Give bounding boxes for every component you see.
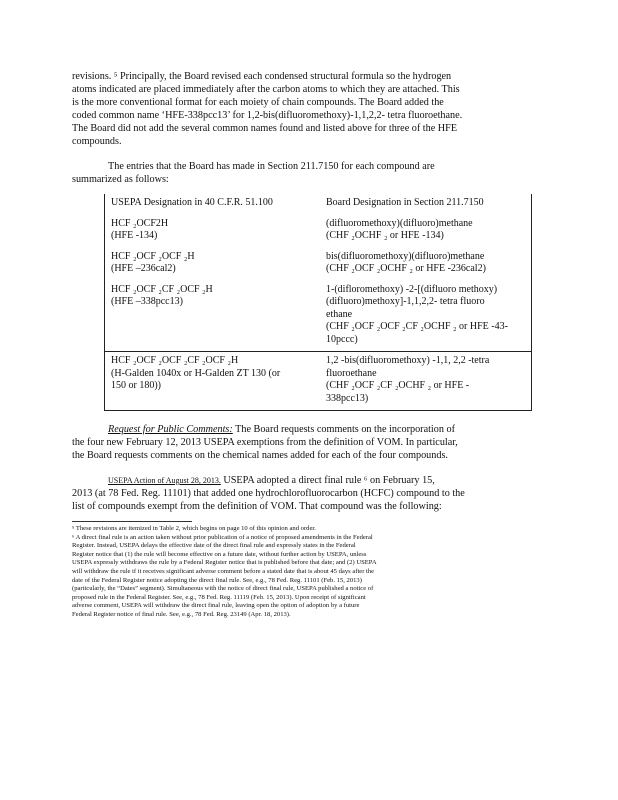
cell-line: 150 or 180))	[111, 380, 161, 391]
cell-line: 338pcc13)	[326, 392, 369, 404]
cell-line: HCF ₂OCF ₂OCF ₂CF ₂OCF ₂H	[111, 355, 239, 366]
paragraph-request-comments	[72, 423, 527, 462]
table-header-col1: USEPA Designation in 40 C.F.R. 51.100	[111, 197, 273, 208]
cell-line: HCF ₂OCF ₂OCF ₂H	[111, 250, 195, 262]
text-line: USEPA adopted a direct final rule ⁶ on February 15,	[220, 475, 435, 486]
cell-line: 1,2 -bis(difluoromethoxy) -1,1, 2,2 -tetra	[326, 355, 490, 366]
cell-line: (HFE -134)	[111, 230, 158, 241]
text-line: atoms indicated are placed immediately after the carbon atoms to which they are attached. This	[72, 84, 460, 95]
paragraph-revisions	[72, 70, 527, 148]
cell-line: (HFE –338pcc13)	[111, 296, 183, 307]
text-line: coded common name ‘HFE-338pcc13’ for 1,2-bis(difluoromethoxy)-1,1,2,2- tetra fluoroethane.	[72, 110, 463, 121]
text-line: The Board requests comments on the incorporation of	[232, 424, 455, 435]
cell-line: (CHF ₂OCF ₂OCF ₂CF ₂OCHF ₂ or HFE -43-	[326, 321, 508, 332]
action-heading: USEPA Action of August 28, 2013.	[108, 476, 221, 485]
cell-line: (CHF ₂OCF ₂CF ₂OCHF ₂ or HFE -	[326, 380, 470, 391]
footnote-line: will withdraw the rule if it receives significant adverse comment before a stated date that is about 45 days after the	[72, 567, 375, 575]
cell-line: (CHF ₂OCHF ₂ or HFE -134)	[326, 230, 444, 241]
paragraph-usepa-action	[72, 474, 527, 513]
cell-line: fluoroethane	[326, 367, 377, 379]
text-line: the four new February 12, 2013 USEPA exemptions from the definition of VOM. In particular,	[72, 437, 458, 448]
table-cell	[105, 281, 321, 352]
table-row	[105, 215, 532, 248]
cell-line: bis(difluoromethoxy)(difluoro)methane	[326, 250, 485, 262]
text-line: The entries that the Board has made in Section 211.7150 for each compound are	[108, 161, 435, 172]
footnote-divider	[72, 521, 192, 522]
request-heading: Request for Public Comments:	[108, 424, 233, 435]
footnote-6	[72, 534, 527, 620]
table-header-col2: Board Designation in Section 211.7150	[326, 197, 484, 208]
text-line: 2013 (at 78 Fed. Reg. 11101) that added one hydrochlorofluorocarbon (HCFC) compound to the	[72, 488, 465, 499]
table-cell	[320, 215, 532, 248]
cell-line: 1-(difloromethoxy) -2-[(difluoro methoxy)	[326, 283, 498, 295]
paragraph-entries	[72, 160, 527, 186]
text-line: list of compounds exempt from the definition of VOM. That compound was the following:	[72, 501, 442, 512]
cell-line: HCF ₂OCF ₂CF ₂OCF ₂H	[111, 283, 213, 295]
cell-line: 10pccc)	[326, 333, 358, 345]
cell-line: HCF ₂OCF2H	[111, 217, 169, 229]
footnote-line: proposed rule in the Federal Register. See, e.g., 78 Fed. Reg. 11119 (Feb. 15, 2013). Upon receipt of significant	[72, 593, 366, 601]
footnote-5: ⁵ These revisions are itemized in Table 2, which begins on page 10 of this opinion and order.	[72, 525, 316, 532]
footnote-line: Register. Instead, USEPA delays the effective date of the direct final rule and expressly states in the Federal	[72, 542, 356, 550]
text-line: The Board did not add the several common names found and listed above for three of the HFE	[72, 123, 458, 134]
text-line: compounds.	[72, 136, 122, 147]
table-cell	[320, 281, 532, 352]
table-cell	[105, 352, 321, 411]
cell-line: (HFE –236cal2)	[111, 263, 176, 274]
text-line: summarized as follows:	[72, 174, 169, 185]
footnote-line: Federal Register notice of final rule. See, e.g., 78 Fed. Reg. 23149 (Apr. 18, 2013).	[72, 610, 291, 618]
footnote-line: Register notice that (1) the rule will become effective on a future date, without further action by USEPA, unless	[72, 550, 367, 558]
text-line: the Board requests comments on the chemical names added for each of the four compounds.	[72, 450, 448, 461]
document-page	[72, 70, 527, 620]
table-header-row	[105, 194, 532, 215]
cell-line: (difluoromethoxy)(difluoro)methane	[326, 217, 473, 229]
table-cell	[105, 215, 321, 248]
table-cell	[105, 248, 321, 281]
text-line: revisions. ⁵ Principally, the Board revised each condensed structural formula so the hydrogen	[72, 71, 452, 82]
cell-line: (difluoro)methoxy]-1,1,2,2- tetra fluoro	[326, 296, 485, 307]
table-row	[105, 281, 532, 352]
cell-line: ethane	[326, 308, 353, 320]
text-line: is the more conventional format for each moiety of chain compounds. The Board added the	[72, 97, 444, 108]
footnote-line: adverse comment, USEPA will withdraw the direct final rule, leaving open the option of adoption by a future	[72, 602, 360, 610]
table-row	[105, 352, 532, 411]
cell-line: (H-Galden 1040x or H-Galden ZT 130 (or	[111, 367, 281, 379]
table-cell	[320, 352, 532, 411]
footnote-line: ⁶ A direct final rule is an action taken without prior publication of a notice of proposed amendments in the Federal	[72, 533, 373, 541]
cell-line: (CHF ₂OCF ₂OCHF ₂ or HFE -236cal2)	[326, 263, 486, 274]
table-row	[105, 248, 532, 281]
compound-table	[104, 194, 532, 411]
table-cell	[320, 248, 532, 281]
footnote-line: USEPA expressly withdraws the rule by a Federal Register notice that is published before that date; and (2) USEPA	[72, 559, 377, 567]
footnote-line: date of the Federal Register notice adopting the direct final rule. See, e.g., 78 Fed. Reg. 11101 (Feb. 15, 2013)	[72, 576, 362, 584]
footnote-line: (particularly, the “Dates” segment). Simultaneous with the notice of direct final rule, USEPA published a notice of	[72, 585, 374, 593]
